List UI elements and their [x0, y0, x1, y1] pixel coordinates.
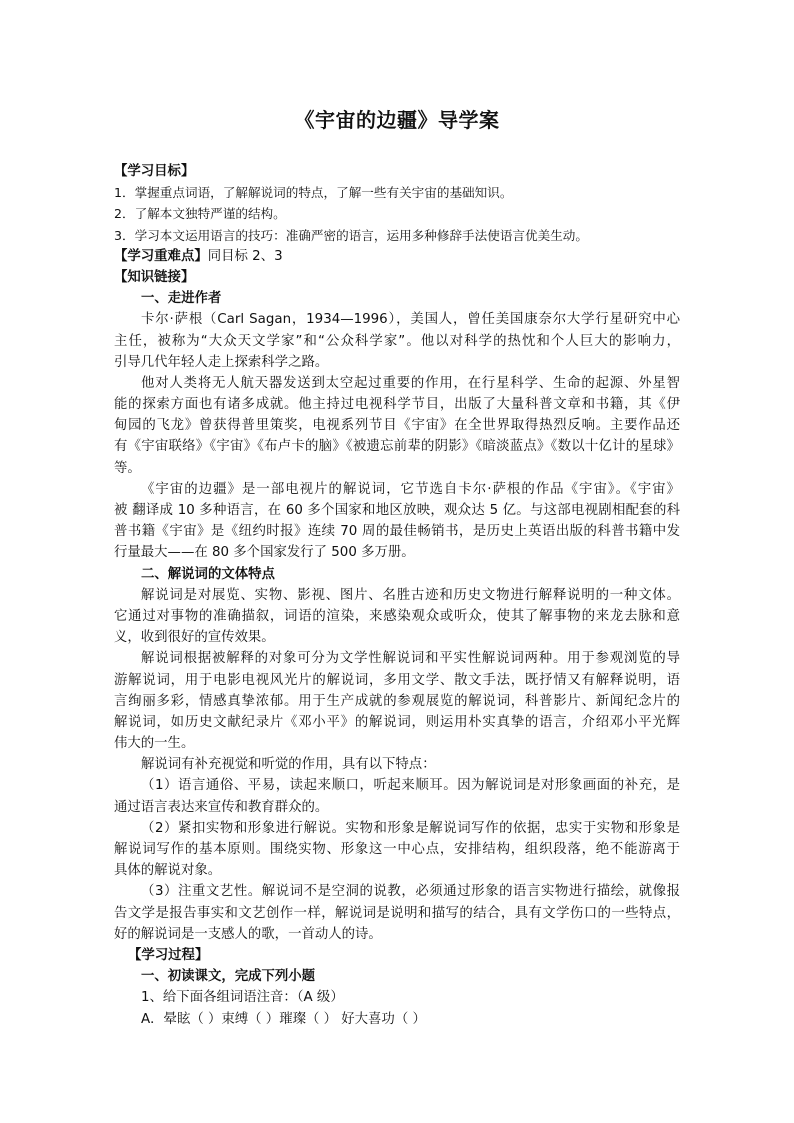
text-line: 普书籍《宇宙》是《纽约时报》连续 70 周的最佳畅销书，是历史上英语出版的科普书籍中发 — [114, 524, 680, 540]
text-line: 解说词有补充视觉和听觉的作用，具有以下特点： — [141, 757, 436, 773]
text-line: 甸园的飞龙》曾获得普里策奖，电视系列节目《宇宙》在全世界取得热烈反响。主要作品还 — [114, 418, 680, 434]
text-line: 解说词写作的基本原则。围绕实物、形象这一中心点，安排结构，组织段落，绝不能游离于 — [114, 842, 680, 857]
text-line: 解说词根据被解释的对象可分为文学性解说词和平实性解说词两种。用于参观浏览的导 — [141, 651, 680, 667]
text-line: 言绚丽多彩，情感真挚浓郁。用于生产成就的参观展览的解说词，科普影片、新闻纪念片的 — [114, 693, 680, 709]
text-line: 通过语言表达来宣传和教育群众的。 — [114, 799, 329, 815]
page-title: 《宇宙的边疆》导学案 — [294, 108, 500, 132]
text-line: 行量最大——在 80 多个国家发行了 500 多万册。 — [114, 545, 415, 561]
text-line: 等。 — [114, 460, 141, 476]
text-line: A．晕眩（ ）束缚（ ）璀璨（ ） 好大喜功（ ） — [141, 1011, 426, 1027]
text-line: 2．了解本文独特严谨的结构。 — [114, 206, 286, 222]
text-line: 1．掌握重点词语，了解解说词的特点，了解一些有关宇宙的基础知识。 — [114, 185, 513, 201]
text-line: 二、解说词的文体特点 — [141, 566, 275, 582]
text-line: 有《宇宙联络》《宇宙》《布卢卡的脑》《被遗忘前辈的阴影》《暗淡蓝点》《数以十亿计的星球》 — [114, 439, 680, 455]
text-line: （1）语言通俗、平易，读起来顺口，听起来顺耳。因为解说词是对形象画面的补充，是 — [141, 778, 680, 794]
text-line: （3）注重文艺性。解说词不是空洞的说教，必须通过形象的语言实物进行描绘，就像报 — [141, 884, 680, 900]
text-line: 【学习目标】 — [114, 164, 195, 179]
text-line: 伟大的一生。 — [114, 736, 195, 752]
text-line: （2）紧扣实物和形象进行解说。实物和形象是解说词写作的依据，忠实于实物和形象是 — [141, 820, 680, 836]
text-line: 一、初读课文，完成下列小题 — [141, 969, 316, 985]
text-line: 解说词是对展览、实物、影视、图片、名胜古迹和历史文物进行解释说明的一种文体。 — [141, 587, 680, 603]
section-note: 同目标 2、3 — [207, 248, 283, 264]
text-line: 它通过对事物的准确描叙，词语的渲染，来感染观众或听众，使其了解事物的来龙去脉和意 — [114, 608, 680, 624]
text-line — [114, 246, 680, 267]
text-line: 被 翻译成 10 多种语言，在 60 多个国家和地区放映，观众达 5 亿。与这部电视剧相配套的科 — [114, 503, 680, 518]
text-line: 他对人类将无人航天器发送到太空起过重要的作用，在行星科学、生命的起源、外星智 — [141, 375, 680, 391]
text-line: 主任，被称为“大众天文学家”和“公众科学家”。他以对科学的热忱和个人巨大的影响力， — [114, 333, 680, 349]
text-line: 义，收到很好的宣传效果。 — [114, 630, 275, 646]
text-line: 卡尔·萨根（Carl Sagan，1934—1996），美国人，曾任美国康奈尔大学行星研究中心 — [141, 312, 680, 328]
text-line: 一、走进作者 — [141, 291, 222, 307]
text-line: 3．学习本文运用语言的技巧：准确严密的语言，运用多种修辞手法使语言优美生动。 — [114, 227, 588, 243]
text-line: 引导几代年轻人走上探索科学之路。 — [114, 354, 329, 370]
text-line: 【知识链接】 — [114, 269, 195, 285]
text-line: 【学习过程】 — [128, 947, 209, 963]
text-line: 解说词，如历史文献纪录片《邓小平》的解说词，则运用朴实真挚的语言，介绍邓小平光辉 — [114, 714, 680, 730]
text-line: 游解说词，用于电影电视风光片的解说词，多用文学、散文手法，既抒情又有解释说明，语 — [114, 672, 680, 688]
text-line: 能的探索方面也有诸多成就。他主持过电视科学节目，出版了大量科普文章和书籍，其《伊 — [114, 397, 680, 413]
text-line: 具体的解说对象。 — [114, 863, 222, 879]
document-body — [114, 161, 680, 1030]
text-line: 《宇宙的边疆》是一部电视片的解说词，它节选自卡尔·萨根的作品《宇宙》。《宇宙》 — [141, 481, 680, 497]
text-line: 告文学是报告事实和文艺创作一样，解说词是说明和描写的结合，具有文学伤口的一些特点， — [114, 905, 680, 921]
text-line: 1、给下面各组词语注音：（A 级） — [141, 990, 344, 1006]
section-heading: 【学习重难点】 — [114, 248, 208, 264]
text-line: 好的解说词是一支感人的歌，一首动人的诗。 — [114, 926, 382, 942]
